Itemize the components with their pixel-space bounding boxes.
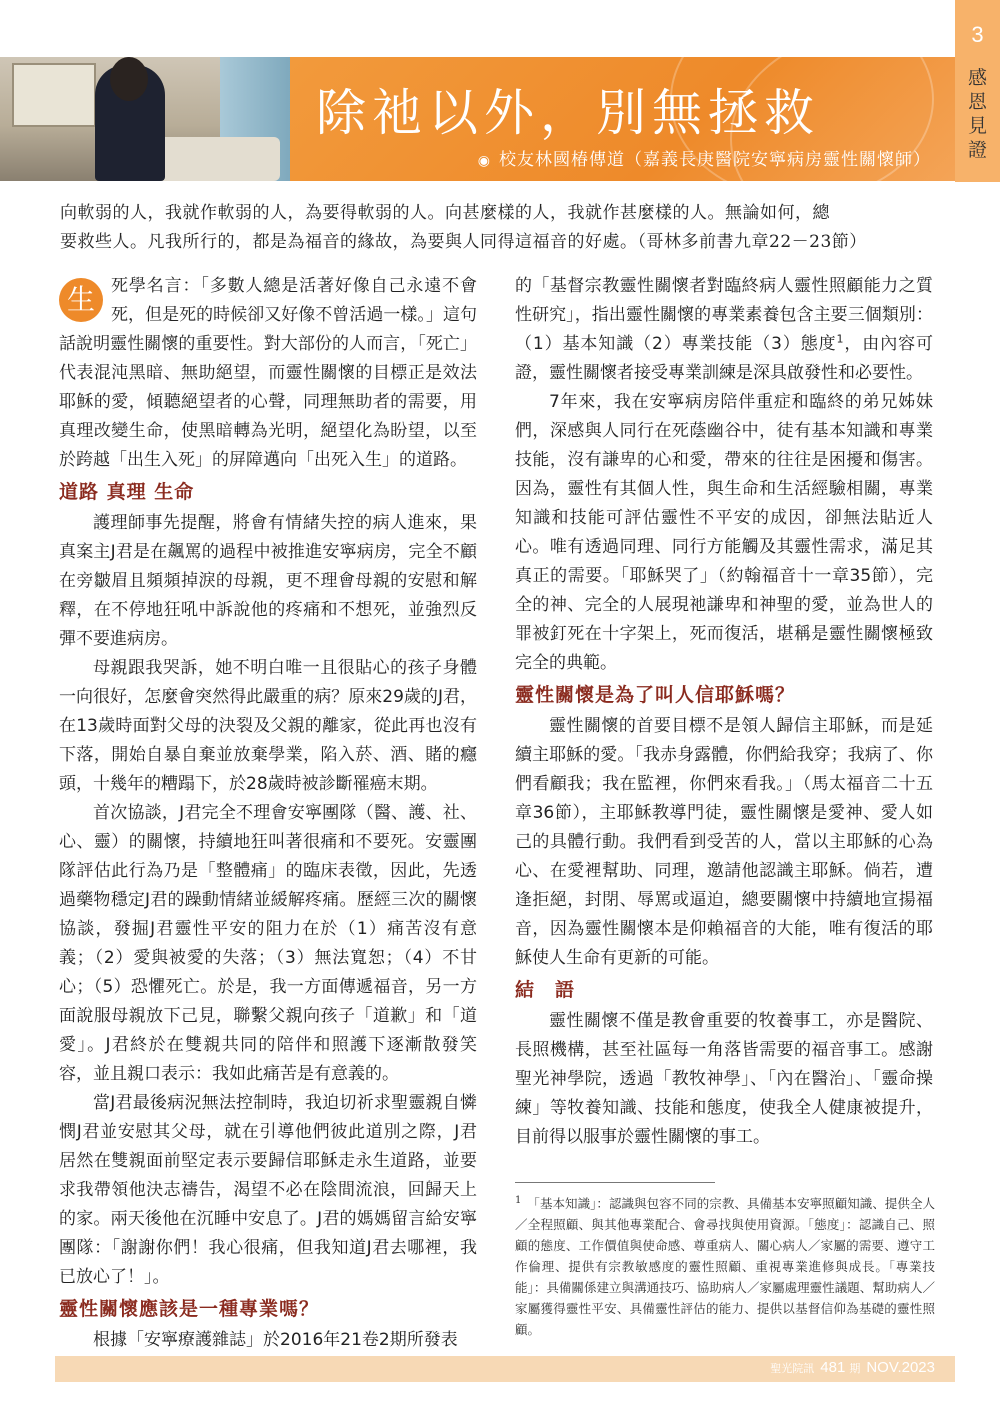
paragraph: 母親跟我哭訴，她不明白唯一且很貼心的孩子身體一向很好，怎麼會突然得此嚴重的病？原來29歲的J君，在13歲時面對父母的決裂及父親的離家，從此再也沒有下落，開始自暴自棄並放棄學業，陷入菸、酒、賭的癮頭，十幾年的糟蹋下，於28歲時被診斷罹癌末期。: [59, 658, 477, 794]
photo-chaplain-head: [110, 57, 148, 101]
paragraph: [515, 272, 933, 388]
publication-name: 聖光院訊: [770, 1363, 815, 1375]
paragraph: 首次協談，J君完全不理會安寧團隊（醫、護、社、心、靈）的關懷，持續地狂叫著很痛和不要死。安靈團隊評估此行為乃是「整體痛」的臨床表徵，因此，先透過藥物穩定J君的躁動情緒並緩解疼痛。歷經三次的關懷協談，發掘J君靈性平安的阻力在於（1）痛苦沒有意義；（2）愛與被愛的失落；（3）無法寬恕；（4）不甘心；（5）恐懼死亡。於是，我一方面傳遞福音，另一方面說服母親放下己見，聯繫父親向孩子「道歉」和「道愛」。J君終於在雙親共同的陪伴和照護下逐漸散發笑容，並且親口表示：我如此痛苦是有意義的。: [59, 803, 477, 1084]
section-heading: 道路 真理 生命: [59, 481, 195, 503]
scripture-line-1: 向軟弱的人，我就作軟弱的人，為要得軟弱的人。向甚麼樣的人，我就作甚麼樣的人。無論如何，總: [60, 203, 830, 223]
paragraph-text: 的「基督宗教靈性關懷者對臨終病人靈性照顧能力之質性研究」，指出靈性關懷的專業素養包含主要三個類別：（1）基本知識（2）專業技能（3）態度: [515, 276, 933, 354]
header-photo: [0, 57, 290, 181]
issue-date: NOV.2023: [866, 1359, 935, 1376]
footnote-text: 「基本知識」：認識與包容不同的宗教、具備基本安寧照顧知識、提供全人／全程照顧、與其他專業配合、會尋找與使用資源。「態度」：認識自己、照顧的態度、工作價值與使命感、尊重病人、關心病人／家屬的需要、遵守工作倫理、提供有宗教敏感度的靈性照顧、重視專業進修與成長。「專業技能」：具備關係建立與溝通技巧、協助病人／家屬處理靈性議題、幫助病人／家屬獲得靈性平安、具備靈性評估的能力、提供以基督信仰為基礎的靈性照顧。: [515, 1196, 935, 1338]
section-tab: [955, 0, 1000, 182]
right-column: [515, 272, 933, 1152]
page-number: 3: [971, 22, 984, 47]
scripture-quote: [60, 199, 935, 257]
left-column: [59, 272, 477, 1355]
paragraph: [59, 272, 477, 475]
footnote-number: 1: [515, 1195, 522, 1206]
byline-bullet-icon: ◉: [477, 153, 491, 169]
issue-number: 481: [820, 1359, 846, 1376]
article-header: [0, 0, 955, 182]
paragraph: 靈性關懷的首要目標不是領人歸信主耶穌，而是延續主耶穌的愛。「我赤身露體，你們給我穿；我病了、你們看顧我；我在監裡，你們來看我。」（馬太福音二十五章36節），主耶穌教導門徒，靈性關懷是愛神、愛人如己的具體行動。我們看到受苦的人，當以主耶穌的心為心、在愛裡幫助、同理，邀請他認識主耶穌。倘若，遭逢拒絕，封閉、辱罵或逼迫，總要關懷中持續地宣揚福音，因為靈性關懷本是仰賴福音的大能，唯有復活的耶穌使人生命有更新的可能。: [515, 716, 933, 968]
article-title: 除祂以外，別無拯救: [316, 84, 820, 142]
page-footer: [55, 1356, 955, 1382]
article-byline: [478, 145, 931, 170]
issue-separator: 期: [849, 1363, 861, 1375]
section-label: 感恩見證: [967, 67, 987, 161]
paragraph: 護理師事先提醒，將會有情緒失控的病人進來，果真案主J君是在飆罵的過程中被推進安寧病房，完全不顧在旁皺眉且頻頻掉淚的母親，更不理會母親的安慰和解釋，在不停地狂吼中訴說他的疼痛和不想死，並強烈反彈不要進病房。: [59, 513, 477, 649]
scripture-line-2: 要救些人。凡我所行的，都是為福音的緣故，為要與人同得這福音的好處。（哥林多前書九章22－23節）: [60, 232, 867, 252]
photo-window: [12, 63, 96, 127]
section-heading: 靈性關懷應該是一種專業嗎？: [59, 1298, 320, 1320]
paragraph-text: ，由內容可證，靈性關懷者接受專業訓練是深具啟發性和必要性。: [515, 334, 934, 383]
section-heading: 結 語: [515, 979, 576, 1001]
publication-info: [770, 1359, 935, 1376]
footnote-divider: [515, 1182, 715, 1183]
paragraph-text: 死學名言：「多數人總是活著好像自己永遠不會死，但是死的時候卻又好像不曾活過一樣。」這句話說明靈性關懷的重要性。對大部份的人而言，「死亡」代表混沌黑暗、無助絕望，而靈性關懷的目標正是效法耶穌的愛，傾聽絕望者的心聲，同理無助者的需要，用真理改變生命，使黑暗轉為光明，絕望化為盼望，以至於跨越「出生入死」的屏障邁向「出死入生」的道路。: [59, 276, 477, 470]
paragraph: 靈性關懷不僅是教會重要的牧養事工，亦是醫院、長照機構，甚至社區每一角落皆需要的福音事工。感謝聖光神學院，透過「教牧神學」、「內在醫治」、「靈命操練」等牧養知識、技能和態度，使我全人健康被提升，目前得以服事於靈性關懷的事工。: [515, 1011, 933, 1147]
paragraph: 7年來，我在安寧病房陪伴重症和臨終的弟兄姊妹們，深感與人同行在死蔭幽谷中，徒有基本知識和專業技能，沒有謙卑的心和愛，帶來的往往是困擾和傷害。因為，靈性有其個人性，與生命和生活經驗相關，專業知識和技能可評估靈性不平安的成因，卻無法貼近人心。唯有透過同理、同行方能觸及其靈性需求，滿足其真正的需要。「耶穌哭了」（約翰福音十一章35節），完全的神、完全的人展現祂謙卑和神聖的愛，並為世人的罪被釘死在十字架上，死而復活，堪稱是靈性關懷極致完全的典範。: [515, 392, 933, 673]
paragraph: 根據「安寧療護雜誌」於2016年21卷2期所發表: [93, 1330, 458, 1350]
photo-bed: [150, 137, 280, 181]
footnote: [515, 1190, 935, 1340]
section-heading: 靈性關懷是為了叫人信耶穌嗎？: [515, 684, 796, 706]
byline-text: 校友林國椿傳道（嘉義長庚醫院安寧病房靈性關懷師）: [499, 150, 931, 170]
drop-cap: 生: [59, 278, 103, 322]
paragraph: 當J君最後病況無法控制時，我迫切祈求聖靈親自憐憫J君並安慰其父母，就在引導他們彼此道別之際，J君居然在雙親面前堅定表示要歸信耶穌走永生道路，並要求我帶領他決志禱告，渴望不必在陰間流浪，回歸天上的家。兩天後他在沉睡中安息了。J君的媽媽留言給安寧團隊：「謝謝你們！我心很痛，但我知道J君去哪裡，我已放心了！」。: [59, 1093, 477, 1287]
title-banner: [290, 57, 955, 181]
footnote-ref: 1: [836, 332, 844, 346]
